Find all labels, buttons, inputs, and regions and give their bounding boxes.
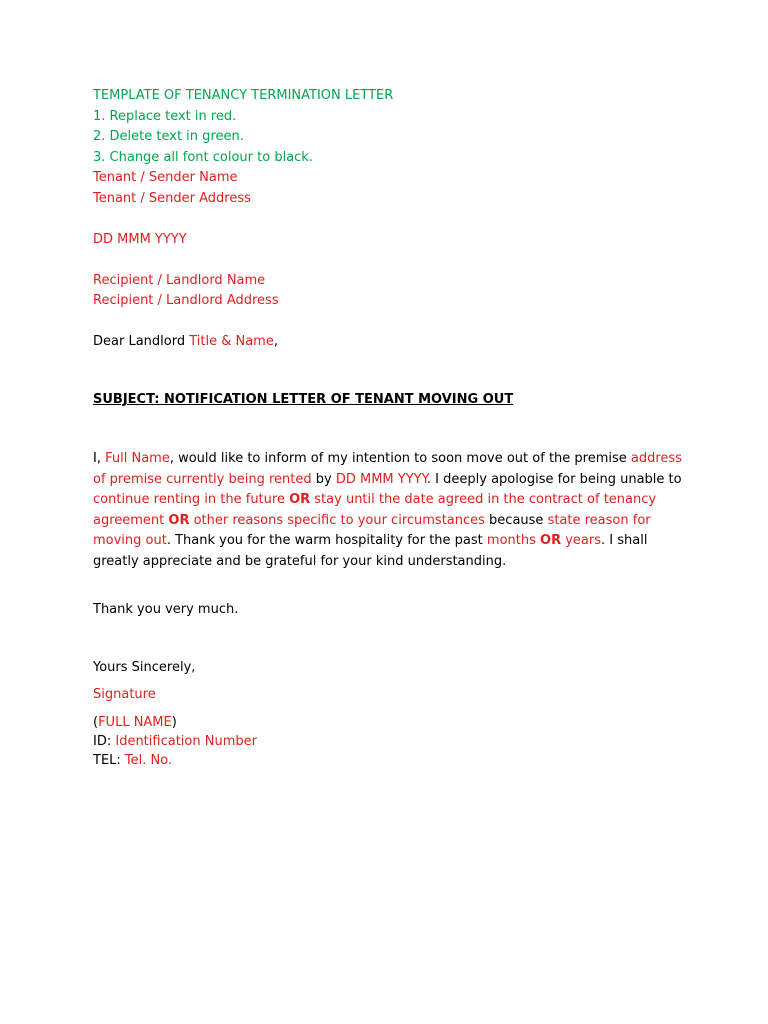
letter-date: DD MMM YYYY: [93, 232, 187, 247]
instruction-step-2: 2. Delete text in green.: [93, 129, 244, 144]
full-name-placeholder: FULL NAME: [98, 715, 172, 730]
or-separator: OR: [540, 533, 562, 548]
subject-line: SUBJECT: NOTIFICATION LETTER OF TENANT MOVING OUT: [93, 392, 514, 407]
signature-placeholder: Signature: [93, 687, 156, 702]
recipient-name: Recipient / Landlord Name: [93, 273, 266, 288]
placeholder-reason-option-1: continue renting in the future: [93, 492, 290, 507]
thanks-line: Thank you very much.: [93, 602, 239, 617]
placeholder-duration-months: months: [486, 533, 541, 548]
id-placeholder: Identification Number: [115, 734, 257, 749]
body-text: . I deeply apologise for being unable to: [426, 471, 682, 487]
or-separator: OR: [168, 512, 190, 528]
placeholder-full-name: Full Name: [105, 451, 170, 466]
salutation: [93, 333, 278, 351]
body-text: . I shall greatly appreciate and be grateful for your kind understanding.: [93, 533, 648, 569]
placeholder-reason-option-2: stay until the date agreed in the contract of tenancy agreement: [93, 492, 657, 528]
placeholder-duration-years: years: [561, 533, 601, 548]
tel-label: TEL:: [93, 753, 125, 768]
id-label: ID:: [93, 734, 116, 749]
full-name-line: [93, 714, 177, 732]
body-text: . Thank you for the warm hospitality for the past: [166, 533, 487, 548]
instruction-step-1: 1. Replace text in red.: [93, 109, 237, 124]
body-text: by: [311, 471, 336, 487]
full-name-close-paren: ): [171, 715, 177, 730]
template-title: TEMPLATE OF TENANCY TERMINATION LETTER: [93, 88, 394, 103]
full-name-open-paren: (: [93, 715, 99, 730]
body-text: because: [484, 512, 548, 528]
body-paragraph: [93, 449, 683, 572]
salutation-suffix: ,: [273, 334, 278, 349]
recipient-address: Recipient / Landlord Address: [93, 293, 279, 308]
or-separator: OR: [289, 492, 311, 507]
placeholder-moving-reason: state reason for moving out: [93, 512, 651, 548]
sender-address: Tenant / Sender Address: [93, 191, 251, 206]
tel-line: [93, 752, 172, 770]
placeholder-reason-option-3: other reasons specific to your circumstances: [189, 512, 485, 528]
instruction-step-3: 3. Change all font colour to black.: [93, 150, 313, 165]
placeholder-move-date: DD MMM YYYY: [335, 471, 427, 487]
sender-name: Tenant / Sender Name: [93, 170, 238, 185]
salutation-name: Title & Name: [189, 334, 274, 349]
body-text: , would like to inform of my intention to soon move out of the premise: [169, 451, 631, 466]
salutation-prefix: Dear Landlord: [93, 334, 190, 349]
id-line: [93, 733, 257, 751]
closing-line: Yours Sincerely,: [93, 660, 196, 675]
body-text: I,: [93, 451, 106, 466]
placeholder-premise-address: address of premise currently being rented: [93, 451, 682, 487]
tel-placeholder: Tel. No.: [124, 753, 173, 768]
